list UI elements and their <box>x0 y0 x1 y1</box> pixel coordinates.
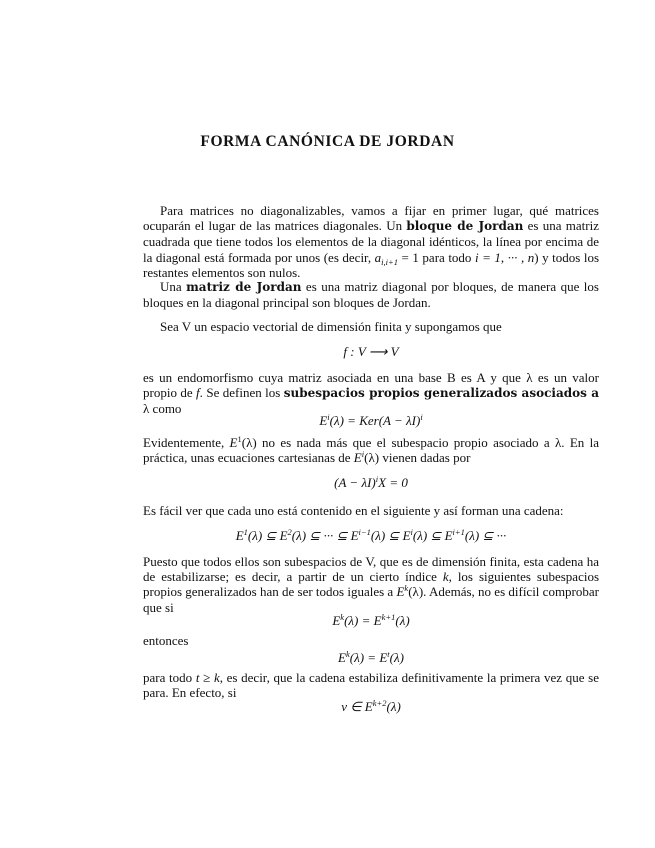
math-superscript: i <box>361 449 365 460</box>
text: es una matriz cuadrada que tiene todos los elementos de la diagonal idénticos, la línea por encima de la diagonal está formada por unos (es decir, <box>143 218 599 265</box>
text: Puesto que todos ellos son subespacios de V, que es de dimensión finita, esta cadena ha de estabilizarse; es decir, a partir de un cierto índice <box>143 554 599 585</box>
math-inline: = 1 <box>398 249 419 265</box>
math-superscript: i <box>375 474 379 484</box>
math-superscript: t <box>387 649 390 659</box>
term-generalized-eigenspaces: subespacios propios generalizados asociados a <box>283 386 599 401</box>
equation-stable-t <box>143 650 599 665</box>
math-superscript: 2 <box>287 527 292 537</box>
math-superscript: 1 <box>237 434 242 444</box>
math-superscript: k+2 <box>372 698 387 708</box>
math-inline: (λ) <box>408 584 424 600</box>
math: (λ) ⊆ E <box>412 528 453 543</box>
text: λ como <box>143 401 182 417</box>
text: Una <box>160 279 187 294</box>
math: (λ) ⊆ ··· <box>464 528 507 543</box>
math-subscript: i,i+1 <box>381 256 398 267</box>
math: (λ) ⊆ ··· ⊆ E <box>291 528 359 543</box>
equation-v-in-e <box>143 699 599 714</box>
math: (λ) ⊆ E <box>247 528 288 543</box>
math: X = 0 <box>378 475 408 490</box>
math-inline: i = 1, ··· , n <box>474 249 535 265</box>
text: . Además, no es difícil comprobar que si <box>143 584 599 615</box>
math-superscript: k <box>404 583 409 594</box>
paragraph-jordan-matrix <box>143 279 599 310</box>
math-superscript: k <box>340 612 345 622</box>
math: v ∈ E <box>341 699 373 714</box>
equation-endomorphism: f : V ⟶ V <box>343 344 399 359</box>
text: Para matrices no diagonalizables, vamos a fijar en primer lugar, qué matrices ocuparán el lugar de las matrices diagonales. Un <box>143 203 599 234</box>
text: no es nada más que el subespacio propio asociado a λ. En la práctica, unas ecuaciones cartesianas de <box>143 435 599 466</box>
math: E <box>338 650 346 665</box>
math: (λ) = Ker(A − λI) <box>329 413 421 428</box>
math-inline: a <box>374 249 382 265</box>
text: para todo <box>143 670 196 685</box>
equation-chain <box>143 528 599 543</box>
paragraph-definition <box>143 370 599 417</box>
math: (λ) <box>389 650 404 665</box>
math-inline: f <box>196 385 200 401</box>
math-inline: E <box>396 584 405 600</box>
math-superscript: k+1 <box>381 612 396 622</box>
text: ) y todos los restantes elementos son nulos. <box>143 249 600 280</box>
paragraph-vector-space: Sea V un espacio vectorial de dimensión finita y supongamos que <box>160 319 502 334</box>
page-title: FORMA CANÓNICA DE JORDAN <box>200 133 455 150</box>
text: para todo <box>418 249 475 265</box>
math: (A − λI) <box>334 475 376 490</box>
text: , los siguientes subespacios propios generalizados han de ser todos iguales a <box>143 569 600 600</box>
paragraph-for-all-t <box>143 670 599 700</box>
math-superscript: 1 <box>243 527 248 537</box>
math: (λ) = E <box>349 650 388 665</box>
text: , es decir, que la cadena estabiliza definitivamente la primera vez que se para. En efecto, si <box>143 670 599 701</box>
math-superscript: i+1 <box>452 527 465 537</box>
paragraph-chain: Es fácil ver que cada uno está contenido en el siguiente y así forman una cadena: <box>143 503 564 518</box>
math-inline: E <box>229 435 238 450</box>
paragraph-evidently <box>143 435 599 465</box>
math-superscript: k <box>345 649 350 659</box>
text: es una matriz diagonal por bloques, de manera que los bloques en la diagonal principal son bloques de Jordan. <box>143 279 599 311</box>
math-superscript: i−1 <box>358 527 371 537</box>
math-inline: k <box>442 569 449 585</box>
paragraph-jordan-block <box>143 203 599 280</box>
math: E <box>235 528 244 543</box>
text: es un endomorfismo cuya matriz asociada en una base B es A y que λ es un valor propio de <box>143 370 599 401</box>
math-inline: E <box>353 450 362 466</box>
paragraph-stabilize <box>143 554 599 615</box>
math: (λ) <box>386 699 401 714</box>
equation-cartesian <box>143 475 599 490</box>
math: (λ) <box>395 613 410 628</box>
math-inline: (λ) <box>241 435 257 450</box>
text: vienen dadas por <box>379 450 471 466</box>
math-superscript: i <box>410 527 413 537</box>
equation-stable-k <box>143 613 599 628</box>
math: E <box>332 613 341 628</box>
math-inline: (λ) <box>364 450 380 466</box>
paragraph-then: entonces <box>143 633 189 648</box>
term-jordan-block: bloque de Jordan <box>406 219 524 234</box>
equation-generalized-eigenspace <box>143 413 599 428</box>
math: (λ) = E <box>344 613 382 628</box>
term-jordan-matrix: matriz de Jordan <box>186 280 302 294</box>
text: Evidentemente, <box>143 435 230 450</box>
text: . Se definen los <box>199 385 284 401</box>
math-superscript: i <box>327 412 330 422</box>
math: (λ) ⊆ E <box>370 528 411 543</box>
math-superscript: i <box>420 412 423 422</box>
math-inline: t ≥ k <box>195 670 220 685</box>
math: E <box>319 413 328 428</box>
